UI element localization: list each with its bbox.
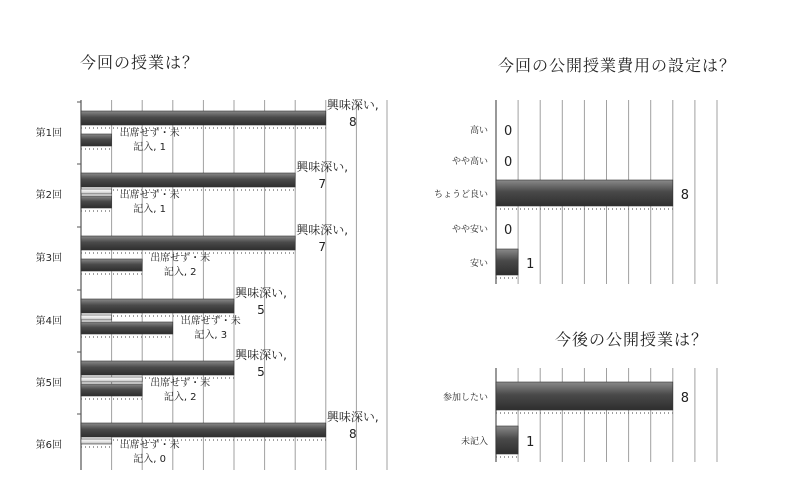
right-bottom-category-label: 未記入 xyxy=(460,437,488,447)
left-chart-bar-absent xyxy=(81,384,142,396)
chart-title-right-top: 今回の公開授業費用の設定は？ xyxy=(498,56,737,75)
left-chart-data-label-interesting: 興味深い, 7 xyxy=(296,160,349,191)
right-top-category-label: やや高い xyxy=(451,157,488,167)
right-top-data-label: 0 xyxy=(504,223,513,238)
left-chart-bar-absent xyxy=(81,259,142,271)
left-chart-category-label: 第4回 xyxy=(35,316,62,327)
right-bottom-category-label: 参加したい xyxy=(442,393,488,403)
right-bottom-data-label: 8 xyxy=(680,391,690,406)
left-chart-category-label: 第3回 xyxy=(35,253,62,264)
left-chart-bar-interesting xyxy=(81,423,326,437)
right-top-data-label: 0 xyxy=(504,155,513,170)
left-chart-bar-interesting xyxy=(81,361,234,375)
left-chart-data-label-interesting: 興味深い, 5 xyxy=(235,286,287,317)
right-top-category-label: 高い xyxy=(469,126,488,136)
left-chart-bar-interesting xyxy=(81,111,326,125)
right-bottom-bar xyxy=(496,382,673,410)
left-chart-data-label-interesting: 興味深い, 5 xyxy=(235,348,287,379)
left-chart-bar-interesting xyxy=(81,299,234,313)
right-top-category-label: 安い xyxy=(469,259,488,269)
left-chart-bar-absent xyxy=(81,322,173,334)
left-chart-data-label-absent: 出席せず・未記入, 1 xyxy=(119,190,180,215)
right-top-bar xyxy=(496,249,518,275)
left-chart-bar-interesting xyxy=(81,173,295,187)
left-chart-category-label: 第5回 xyxy=(35,378,62,389)
left-chart-bar-light xyxy=(81,189,112,194)
left-chart-data-label-absent: 出席せず・未記入, 3 xyxy=(180,316,241,341)
right-top-category-label: やや安い xyxy=(451,225,488,235)
chart-title-right-bottom: 今後の公開授業は？ xyxy=(555,330,709,349)
left-chart-bar-absent xyxy=(81,134,112,146)
right-top-data-label: 8 xyxy=(680,188,690,203)
right-top-bar xyxy=(496,180,673,206)
chart-title-left: 今回の授業は？ xyxy=(80,53,200,72)
left-chart-category-label: 第2回 xyxy=(35,190,62,201)
left-chart-data-label-absent: 出席せず・未記入, 1 xyxy=(119,128,180,153)
left-chart-bar-absent xyxy=(81,196,112,208)
left-chart-data-label-absent: 出席せず・未記入, 2 xyxy=(150,378,211,403)
right-top-data-label: 1 xyxy=(526,257,535,272)
left-chart-data-label-interesting: 興味深い, 7 xyxy=(296,223,349,254)
right-top-data-label: 0 xyxy=(504,124,513,139)
right-bottom-bar xyxy=(496,426,518,454)
left-chart-bar-light xyxy=(81,315,112,320)
left-chart-data-label-interesting: 興味深い, 8 xyxy=(326,98,379,129)
left-chart-bar-interesting xyxy=(81,236,295,250)
left-chart-category-label: 第1回 xyxy=(35,128,62,139)
left-chart-category-label: 第6回 xyxy=(35,440,62,451)
left-chart-data-label-interesting: 興味深い, 8 xyxy=(326,410,379,441)
left-chart-bar-light xyxy=(81,377,142,382)
right-bottom-data-label: 1 xyxy=(526,435,535,450)
left-chart-data-label-absent: 出席せず・未記入, 2 xyxy=(150,253,211,278)
left-chart-bar-light xyxy=(81,439,112,444)
left-chart-data-label-absent: 出席せず・未記入, 0 xyxy=(119,440,180,465)
right-top-category-label: ちょうど良い xyxy=(433,190,488,200)
